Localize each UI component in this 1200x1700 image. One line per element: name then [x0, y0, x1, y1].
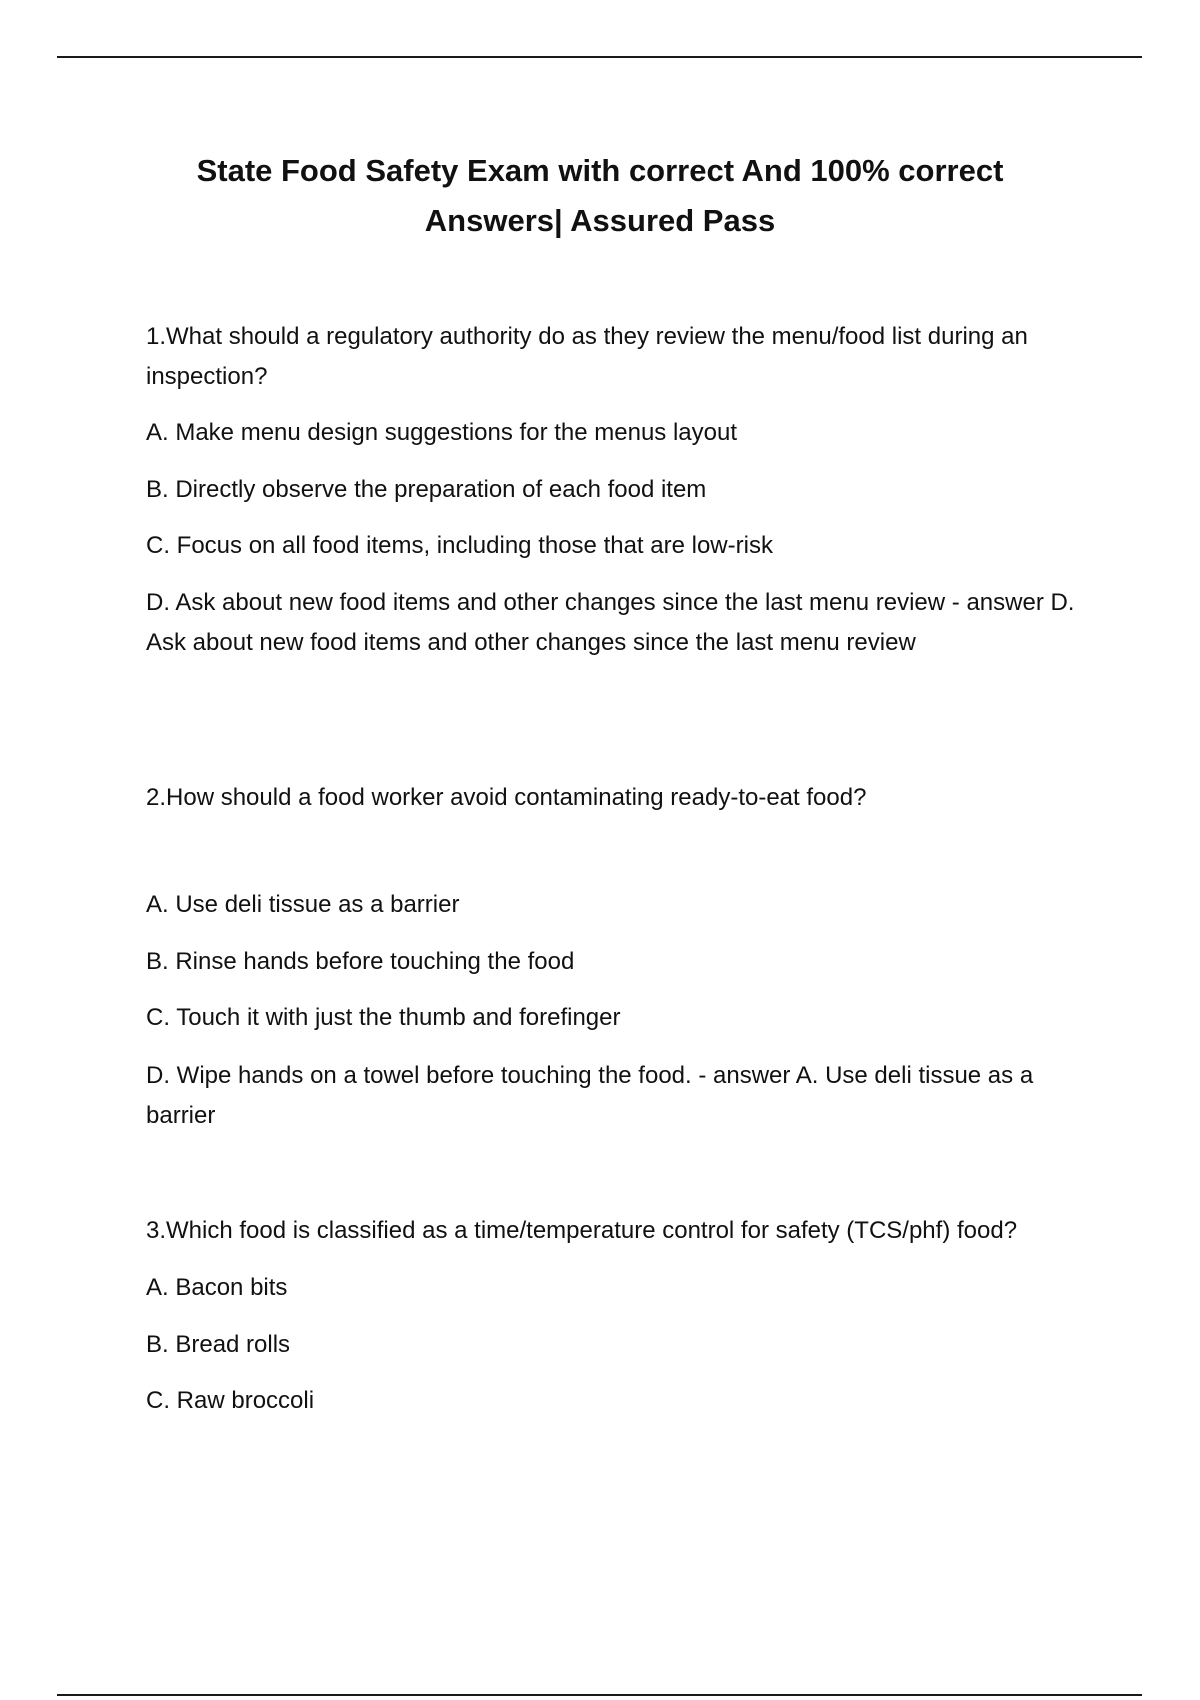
question-1-option-d: D. Ask about new food items and other changes since the last menu review - answer D. Ask about new food items and other changes since the last menu review — [146, 589, 1075, 656]
bottom-rule — [57, 1694, 1142, 1696]
question-1-option-b: B. Directly observe the preparation of each food item — [146, 476, 707, 503]
question-1: 1.What should a regulatory authority do as they review the menu/food list during an inspection? — [146, 323, 1028, 390]
question-3-option-b: B. Bread rolls — [146, 1331, 291, 1358]
question-2-option-c: C. Touch it with just the thumb and forefinger — [146, 1004, 621, 1031]
question-2-option-a: A. Use deli tissue as a barrier — [146, 891, 460, 918]
question-2-option-d: D. Wipe hands on a towel before touching the food. - answer A. Use deli tissue as a barrier — [146, 1062, 1034, 1129]
question-2: 2.How should a food worker avoid contaminating ready-to-eat food? — [146, 784, 867, 811]
question-1-option-c: C. Focus on all food items, including those that are low-risk — [146, 532, 773, 559]
document-title: State Food Safety Exam with correct And 100% correct Answers| Assured Pass — [196, 153, 1004, 238]
question-3: 3.Which food is classified as a time/temperature control for safety (TCS/phf) food? — [146, 1217, 1018, 1244]
question-1-option-a: A. Make menu design suggestions for the menus layout — [146, 419, 737, 446]
top-rule — [57, 56, 1142, 58]
question-3-option-c: C. Raw broccoli — [146, 1387, 315, 1414]
question-2-option-b: B. Rinse hands before touching the food — [146, 948, 575, 975]
question-3-option-a: A. Bacon bits — [146, 1274, 288, 1301]
